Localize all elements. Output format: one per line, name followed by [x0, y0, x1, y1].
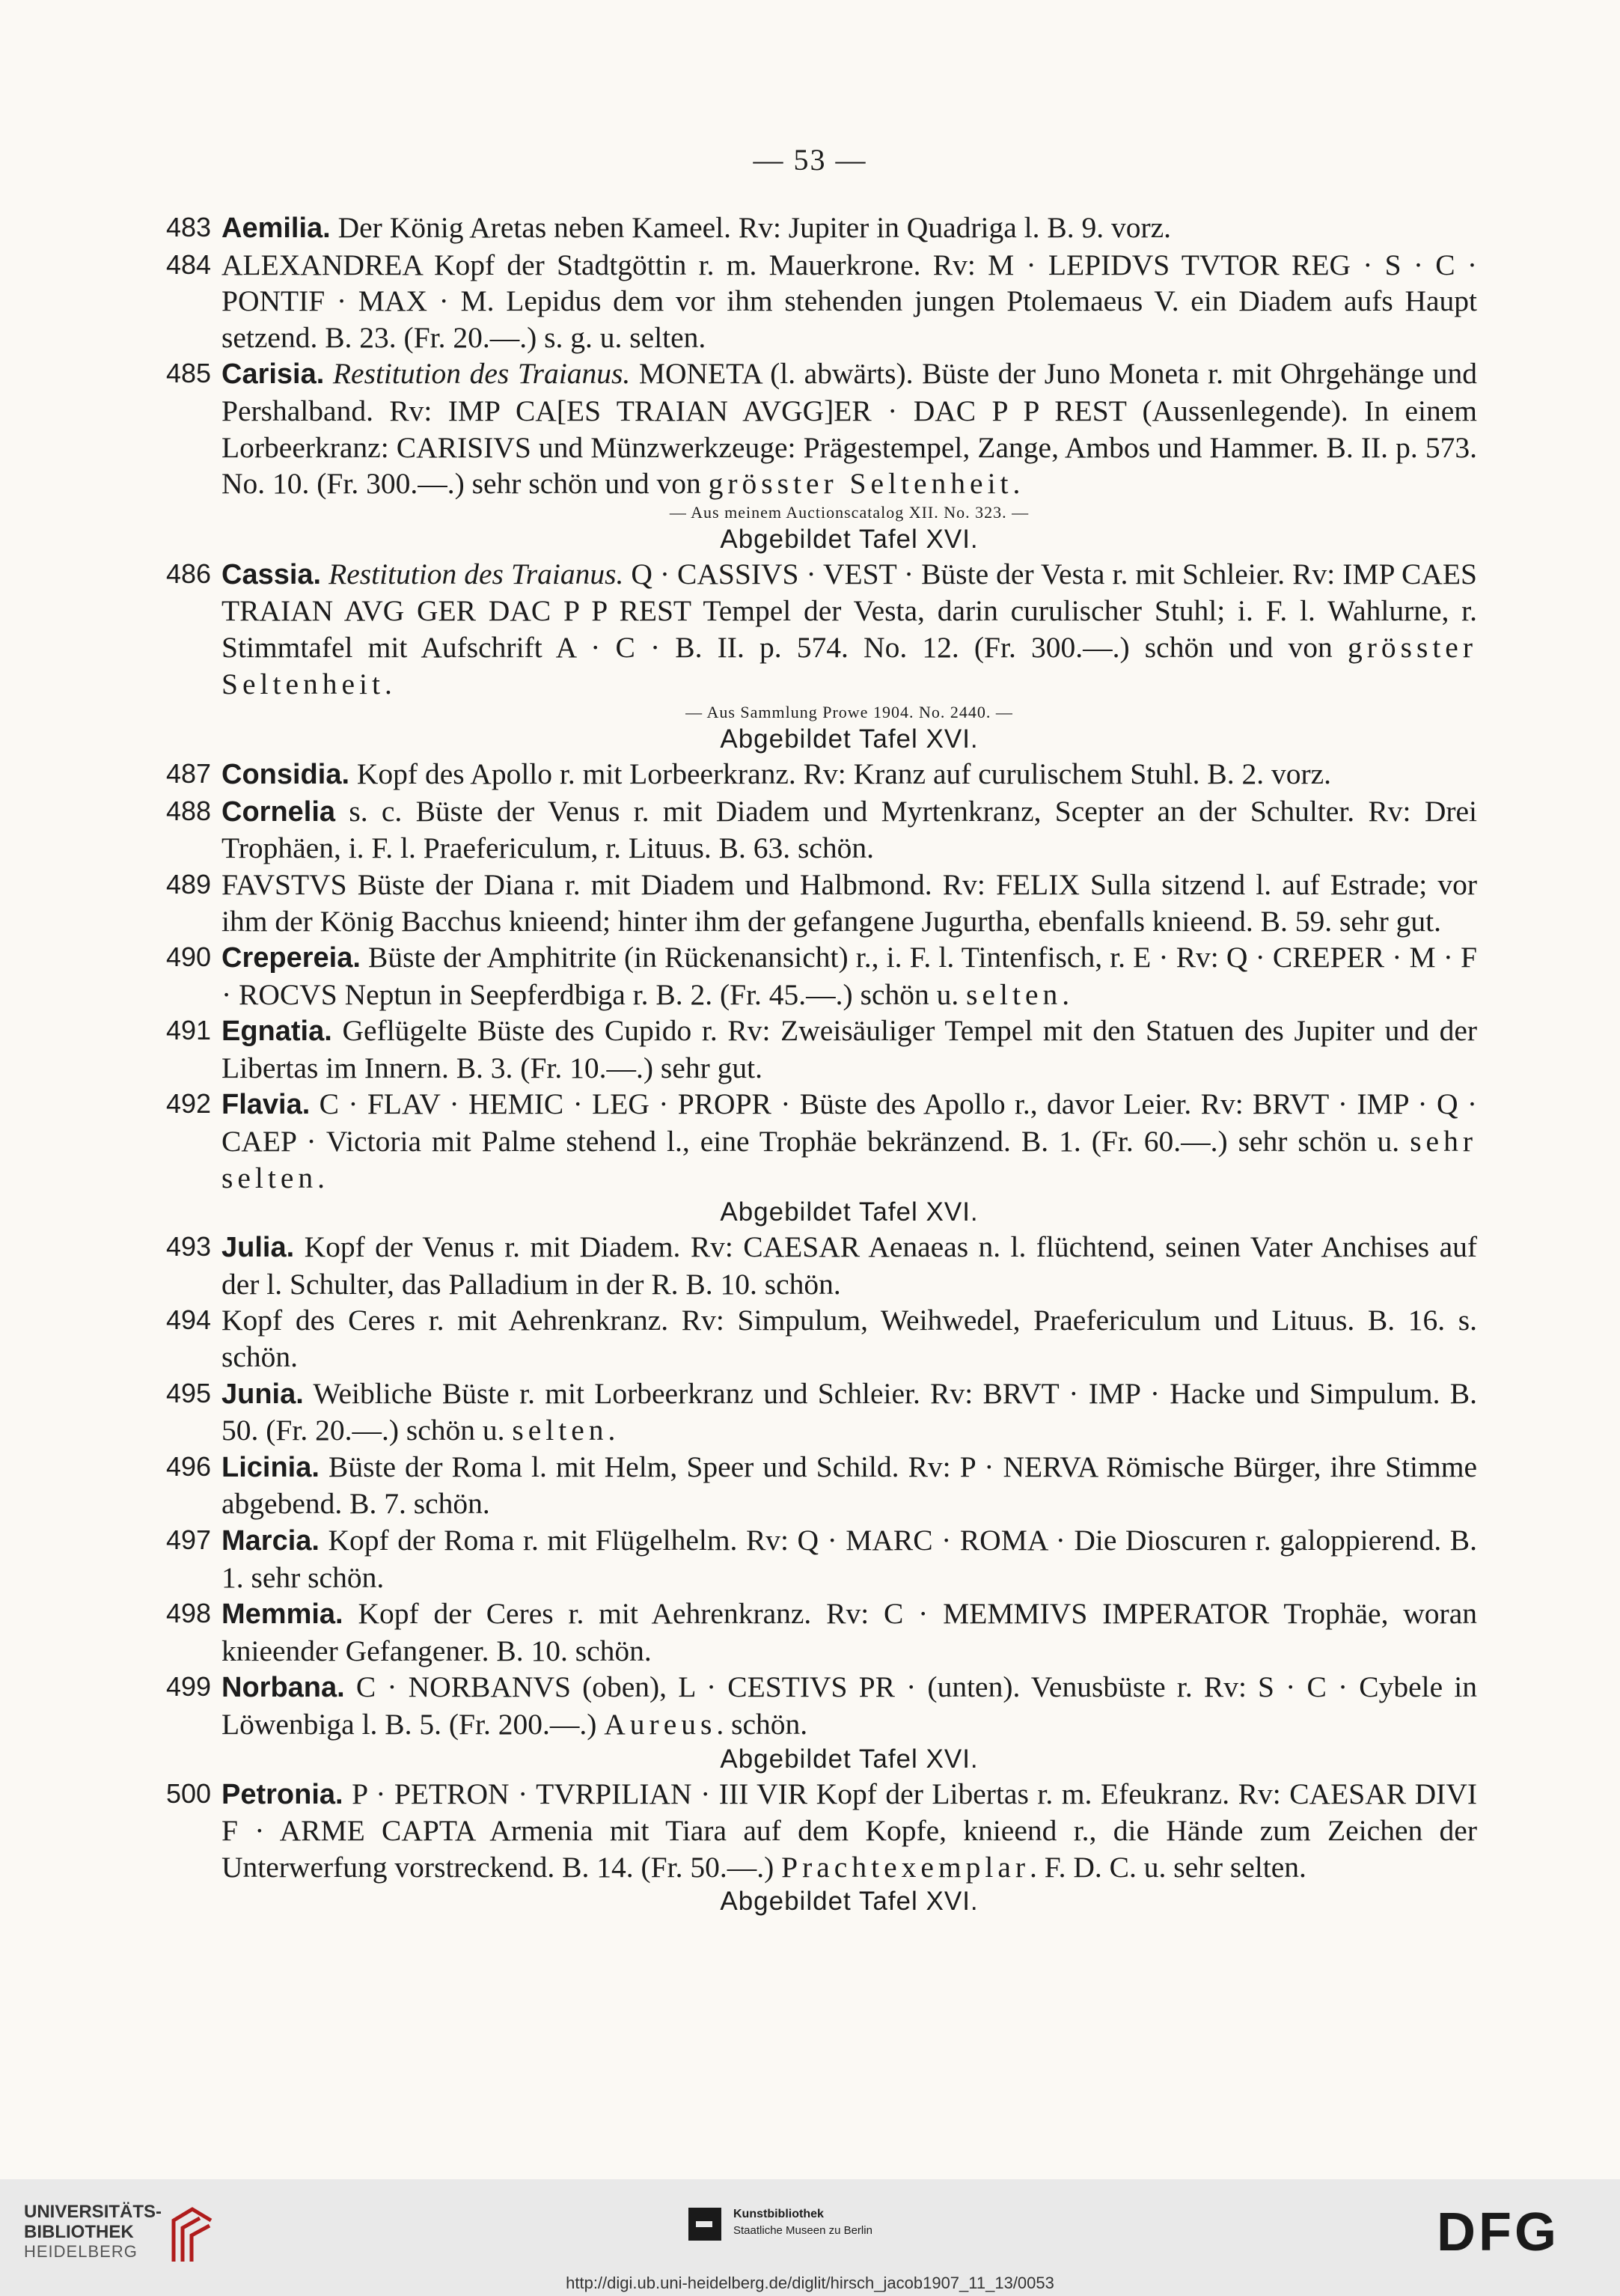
entry-description [221, 1596, 1477, 1669]
entry-number: 494 [166, 1304, 212, 1336]
entry-number: 486 [166, 558, 212, 589]
entry-text: Büste der Amphitrite (in Rückenansicht) r., i. F. l. Tintenfisch, r. E · Rv: Q · CREPER · M · F · ROCVS Neptun in Seepferdbiga r. B. 2. (Fr. 45.—.) schön u. [221, 941, 1478, 1011]
entry-description [221, 1086, 1477, 1196]
entry-body [166, 1086, 1477, 1196]
rarity-emphasis: selten [966, 977, 1063, 1011]
entry-number: 484 [166, 248, 212, 280]
family-name: Aemilia. [221, 213, 331, 244]
entry-text: FAVSTVS Büste der Diana r. mit Diadem und Halbmond. Rv: FELIX Sulla sitzend l. auf Estrade; vor ihm der König Bacchus knieend; hinter ihm der gefangene Jugurtha, ebenfalls knieend. B. 59. sehr gut. [221, 867, 1477, 938]
entry-text: Kopf der Roma r. mit Flügelhelm. Rv: Q · MARC · ROMA · Die Dioscuren r. galoppierend. B. 1. sehr schön. [221, 1524, 1477, 1594]
catalog-entry [166, 1229, 1477, 1302]
kunstbibliothek-title: Kunstbibliothek [733, 2208, 824, 2220]
family-name: Memmia. [221, 1599, 343, 1631]
entry-number: 498 [166, 1598, 212, 1629]
university-logo-line-3: HEIDELBERG [24, 2242, 138, 2261]
entry-description [221, 1669, 1477, 1742]
entry-body [166, 1376, 1477, 1449]
family-name: Flavia. [221, 1089, 311, 1121]
catalog-entry [166, 867, 1477, 939]
entry-description [221, 1376, 1477, 1449]
entry-body [166, 756, 1477, 793]
entry-text: Geflügelte Büste des Cupido r. Rv: Zweisäuliger Tempel mit den Statuen des Jupiter und der Libertas im Innern. B. 3. (Fr. 10.—.) sehr gut. [221, 1014, 1478, 1084]
catalog-entry [166, 1086, 1477, 1229]
entry-body [166, 1669, 1477, 1742]
entry-text-end: . [608, 1414, 616, 1447]
entry-text: P · PETRON · TVRPILIAN · III VIR Kopf der Libertas r. m. Efeukranz. Rv: CAESAR DIVI F · ARME CAPTA Armenia mit Tiara auf dem Kopfe, knieend r., die Hände zum Zeichen der Unterwerfung vorstreckend. B. 14. (Fr. 50.—.) [221, 1777, 1478, 1884]
family-name: Considia. [221, 759, 350, 791]
plate-reference: Abgebildet Tafel XVI. [720, 1887, 979, 1917]
provenance-note: — Aus meinem Auctionscatalog XII. No. 323. — [669, 502, 1030, 522]
entry-description [221, 1302, 1477, 1375]
catalog-entry [166, 556, 1477, 756]
family-name: Julia. [221, 1232, 295, 1264]
entry-number: 493 [166, 1231, 212, 1263]
entry-description [221, 793, 1477, 867]
entry-body [166, 1449, 1477, 1522]
entry-description [221, 247, 1477, 356]
entry-description [221, 867, 1477, 939]
entry-text-end: . schön. [716, 1707, 808, 1741]
entry-body [166, 867, 1477, 939]
page-number: — 53 — [753, 143, 867, 177]
entry-description [221, 1776, 1477, 1886]
entry-body [166, 1522, 1477, 1596]
entry-number: 489 [166, 868, 212, 900]
entry-text: Der König Aretas neben Kameel. Rv: Jupiter in Quadriga l. B. 9. vorz. [337, 211, 1172, 244]
family-name: Egnatia. [221, 1016, 332, 1048]
entry-body [166, 210, 1477, 247]
family-name: Cornelia [221, 796, 336, 828]
entry-description [221, 556, 1477, 702]
plate-reference: Abgebildet Tafel XVI. [720, 524, 979, 554]
entry-text: C · NORBANVS (oben), L · CESTIVS PR · (unten). Venusbüste r. Rv: S · C · Cybele in Löwenbiga l. B. 5. (Fr. 200.—.) [221, 1670, 1478, 1741]
entry-text: Büste der Roma l. mit Helm, Speer und Schild. Rv: P · NERVA Römische Bürger, ihre Stimme abgebend. B. 7. schön. [221, 1450, 1477, 1521]
catalog-entry [166, 355, 1477, 555]
restitution-note: Restitution des Traianus. [328, 557, 624, 590]
entry-description [221, 1013, 1477, 1086]
university-logo-line-1: UNIVERSITÄTS- [24, 2202, 162, 2222]
kunstbibliothek-mark-icon [688, 2208, 721, 2241]
restitution-note: Restitution des Traianus. [332, 357, 631, 391]
entry-description [221, 1522, 1477, 1596]
entry-text-end: . [317, 1161, 325, 1194]
family-name: Crepereia. [221, 942, 361, 974]
entry-text-end: . [1062, 977, 1070, 1011]
university-logo-line-2: BIBLIOTHEK [24, 2222, 134, 2242]
entry-text-end: . [1012, 467, 1021, 501]
rarity-emphasis: grösster Seltenheit [708, 467, 1013, 501]
entry-text: Kopf der Ceres r. mit Aehrenkranz. Rv: C · MEMMIVS IMPERATOR Trophäe, woran knieender Gefangener. B. 10. schön. [221, 1597, 1477, 1667]
source-url[interactable]: http://digi.ub.uni-heidelberg.de/diglit/hirsch_jacob1907_11_13/0053 [566, 2274, 1054, 2292]
entry-body [166, 1229, 1477, 1302]
entry-body [166, 1596, 1477, 1669]
entry-text: Kopf des Apollo r. mit Lorbeerkranz. Rv: Kranz auf curulischem Stuhl. B. 2. vorz. [356, 757, 1332, 791]
catalog-entry [166, 1596, 1477, 1669]
rarity-emphasis: sehr selten [221, 1125, 1477, 1194]
family-name: Marcia. [221, 1525, 320, 1557]
catalog-list [166, 210, 1477, 1918]
kunstbibliothek-subtitle: Staatliche Museen zu Berlin [733, 2224, 872, 2237]
rarity-emphasis: grösster Seltenheit [221, 630, 1477, 700]
footer-bar [0, 2179, 1620, 2296]
entry-text: MONETA (l. abwärts). Büste der Juno Moneta r. mit Ohrgehänge und Pershalband. Rv: IMP CA[ES TRAIAN AVGG]ER · DAC P P REST (Aussenlegende). In einem Lorbeerkranz: CARISIVS und Münzwerkzeuge: Prägestempel, Zange, Ambos und Hammer. B. II. p. 573. No. 10. (Fr. 300.—.) sehr schön und von [221, 357, 1477, 501]
entry-body [166, 1776, 1477, 1886]
entry-text: ALEXANDREA Kopf der Stadtgöttin r. m. Mauerkrone. Rv: M · LEPIDVS TVTOR REG · S · C · PONTIF · MAX · M. Lepidus dem vor ihm stehenden jungen Ptolemaeus V. ein Diadem aufs Haupt setzend. B. 23. (Fr. 20.—.) s. g. u. selten. [221, 248, 1477, 354]
catalog-entry [166, 793, 1477, 867]
entry-text-end: . F. D. C. u. sehr selten. [1030, 1850, 1306, 1884]
entry-number: 490 [166, 941, 212, 973]
catalog-entry [166, 1013, 1477, 1086]
university-library-logo[interactable] [24, 2202, 233, 2269]
plate-reference: Abgebildet Tafel XVI. [720, 1197, 979, 1227]
entry-body [166, 355, 1477, 501]
entry-description [221, 1229, 1477, 1302]
entry-number: 499 [166, 1671, 212, 1703]
entry-number: 496 [166, 1450, 212, 1482]
entry-number: 495 [166, 1377, 212, 1408]
catalog-entry [166, 247, 1477, 356]
family-name: Cassia. [221, 558, 322, 590]
entry-description [221, 210, 1477, 247]
catalog-entry [166, 1449, 1477, 1522]
catalog-entry [166, 1776, 1477, 1919]
plate-reference: Abgebildet Tafel XVI. [720, 724, 979, 754]
entry-text: s. c. Büste der Venus r. mit Diadem und Myrtenkranz, Scepter an der Schulter. Rv: Drei Trophäen, i. F. l. Praefericulum, r. Lituus. B. 63. schön. [221, 794, 1477, 865]
entry-body [166, 939, 1477, 1013]
dfg-logo[interactable]: DFG [1437, 2202, 1559, 2262]
entry-description [221, 939, 1477, 1013]
entry-description [221, 756, 1477, 793]
plate-reference: Abgebildet Tafel XVI. [720, 1744, 979, 1774]
entry-text: Q · CASSIVS · VEST · Büste der Vesta r. mit Schleier. Rv: IMP CAES TRAIAN AVG GER DAC P P REST Tempel der Vesta, darin curulischer Stuhl; i. F. l. Wahlurne, r. Stimmtafel mit Aufschrift A · C · B. II. p. 574. No. 12. (Fr. 300.—.) schön und von [221, 557, 1477, 664]
catalog-entry [166, 939, 1477, 1013]
entry-body [166, 793, 1477, 867]
family-name: Licinia. [221, 1451, 320, 1483]
catalog-entry [166, 756, 1477, 793]
entry-text-end: . [384, 667, 392, 700]
entry-number: 485 [166, 358, 212, 389]
entry-body [166, 1013, 1477, 1086]
entry-text: Kopf des Ceres r. mit Aehrenkranz. Rv: Simpulum, Weihwedel, Praefericulum und Lituus. B. 16. s. schön. [221, 1304, 1477, 1374]
entry-body [166, 247, 1477, 356]
entry-description [221, 1449, 1477, 1522]
family-name: Junia. [221, 1378, 304, 1410]
university-emblem-icon [166, 2202, 218, 2269]
entry-description [221, 355, 1477, 501]
entry-number: 500 [166, 1777, 212, 1809]
entry-number: 483 [166, 212, 212, 242]
entry-text: Weibliche Büste r. mit Lorbeerkranz und Schleier. Rv: BRVT · IMP · Hacke und Simpulum. B. 50. (Fr. 20.—.) schön u. [221, 1376, 1477, 1447]
rarity-emphasis: Aureus [604, 1707, 717, 1741]
entry-body [166, 556, 1477, 702]
entry-number: 488 [166, 795, 212, 826]
catalog-entry [166, 1302, 1477, 1375]
catalog-entry [166, 1376, 1477, 1449]
entry-number: 497 [166, 1524, 212, 1555]
entry-number: 491 [166, 1015, 212, 1046]
rarity-emphasis: selten [512, 1414, 608, 1447]
catalog-entry [166, 1669, 1477, 1775]
rarity-emphasis: Prachtexemplar [781, 1850, 1030, 1884]
family-name: Carisia. [221, 358, 325, 391]
family-name: Norbana. [221, 1672, 345, 1704]
entry-text: C · FLAV · HEMIC · LEG · PROPR · Büste des Apollo r., davor Leier. Rv: BRVT · IMP · Q · CAEP · Victoria mit Palme stehend l., eine Trophäe bekränzend. B. 1. (Fr. 60.—.) sehr schön u. [221, 1087, 1477, 1158]
catalog-entry [166, 210, 1477, 247]
entry-text: Kopf der Venus r. mit Diadem. Rv: CAESAR Aenaeas n. l. flüchtend, seinen Vater Anchises auf der l. Schulter, das Palladium in der R. B. 10. schön. [221, 1230, 1478, 1301]
entry-number: 492 [166, 1088, 212, 1120]
provenance-note: — Aus Sammlung Prowe 1904. No. 2440. — [685, 703, 1013, 722]
entry-number: 487 [166, 758, 212, 790]
family-name: Petronia. [221, 1778, 343, 1810]
catalog-entry [166, 1522, 1477, 1596]
entry-body [166, 1302, 1477, 1375]
